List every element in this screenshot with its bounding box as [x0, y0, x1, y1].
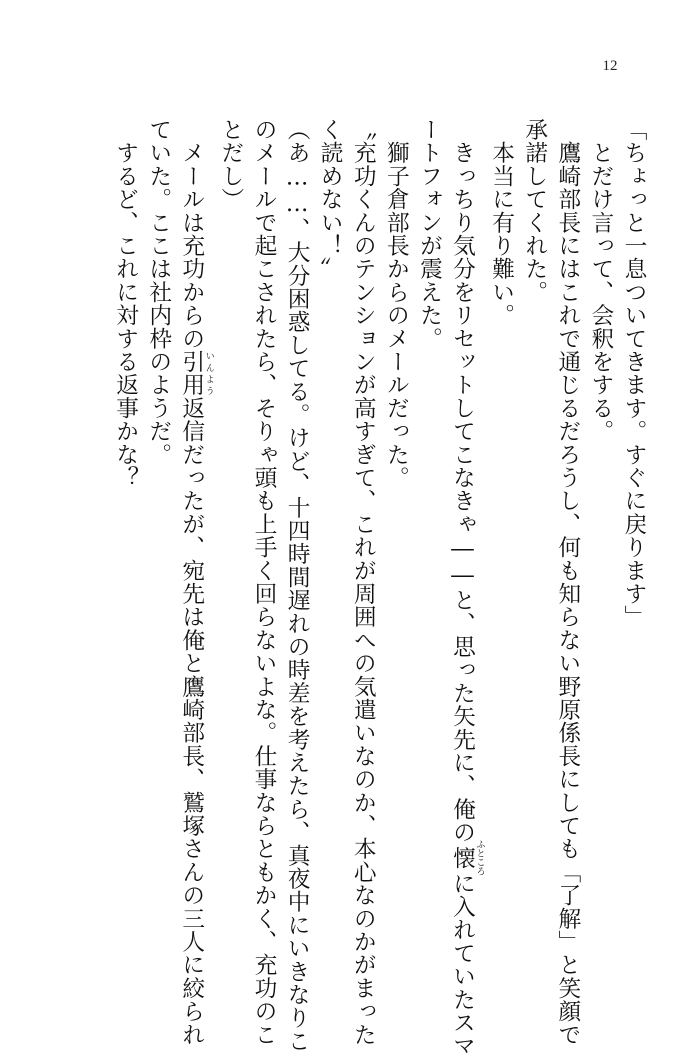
text-line: のメールで起こされたら、そりゃ頭も上手く回らないよな。仕事ならともかく、充功のこ	[250, 118, 277, 1046]
text-line: とだし）	[217, 118, 244, 211]
text-line: 獅子倉部長からのメールだった。	[383, 118, 410, 490]
text-segment: に入れていたスマ	[449, 871, 476, 1057]
text-line: 鷹崎部長にはこれで通じるだろうし、何も知らない野原係長にしても「了解」と笑顔で	[554, 118, 581, 1046]
ruby-base: 引用	[178, 350, 205, 397]
text-line: ていた。ここは社内枠のようだ。	[145, 118, 172, 466]
text-segment: メールは充功からの	[178, 118, 205, 350]
text-line-with-ruby-inyou	[175, 118, 214, 1047]
novel-text-block	[109, 118, 651, 1057]
ruby-futokoro	[449, 839, 485, 876]
ruby-base: 懐	[449, 839, 476, 876]
text-line-with-ruby-futokoro	[445, 118, 485, 1057]
ruby-reading: いんよう	[203, 350, 214, 397]
page-number: 12	[602, 58, 618, 74]
text-segment: きっちり気分をリセットしてこなきゃ――と、思った矢先に、俺の	[449, 118, 476, 844]
text-line: 「ちょっと一息ついてきます。すぐに戻ります」	[621, 118, 647, 629]
text-line: く読めない！〟	[317, 118, 344, 281]
text-line: 〝充功くんのテンションが高すぎて、これが周囲への気遣いなのか、本心なのかがまった	[350, 118, 377, 1046]
text-line: するど、これに対する返事かな？	[112, 118, 139, 490]
text-segment: 返信だったが、宛先は俺と鷹崎部長、鷲塚さんの三人に絞られ	[178, 396, 205, 1047]
text-line: ートフォンが震えた。	[416, 118, 443, 350]
ruby-inyou	[178, 350, 214, 397]
ruby-reading: ふところ	[474, 839, 485, 876]
text-line: （あ……、大分困惑してる。けど、十四時間遅れの時差を考えたら、真夜中にいきなりこ	[284, 118, 311, 1053]
text-line: とだけ言って、会釈をする。	[587, 118, 614, 443]
text-line: 承諾してくれた。	[521, 118, 548, 304]
text-line: 本当に有り難い。	[488, 118, 515, 327]
